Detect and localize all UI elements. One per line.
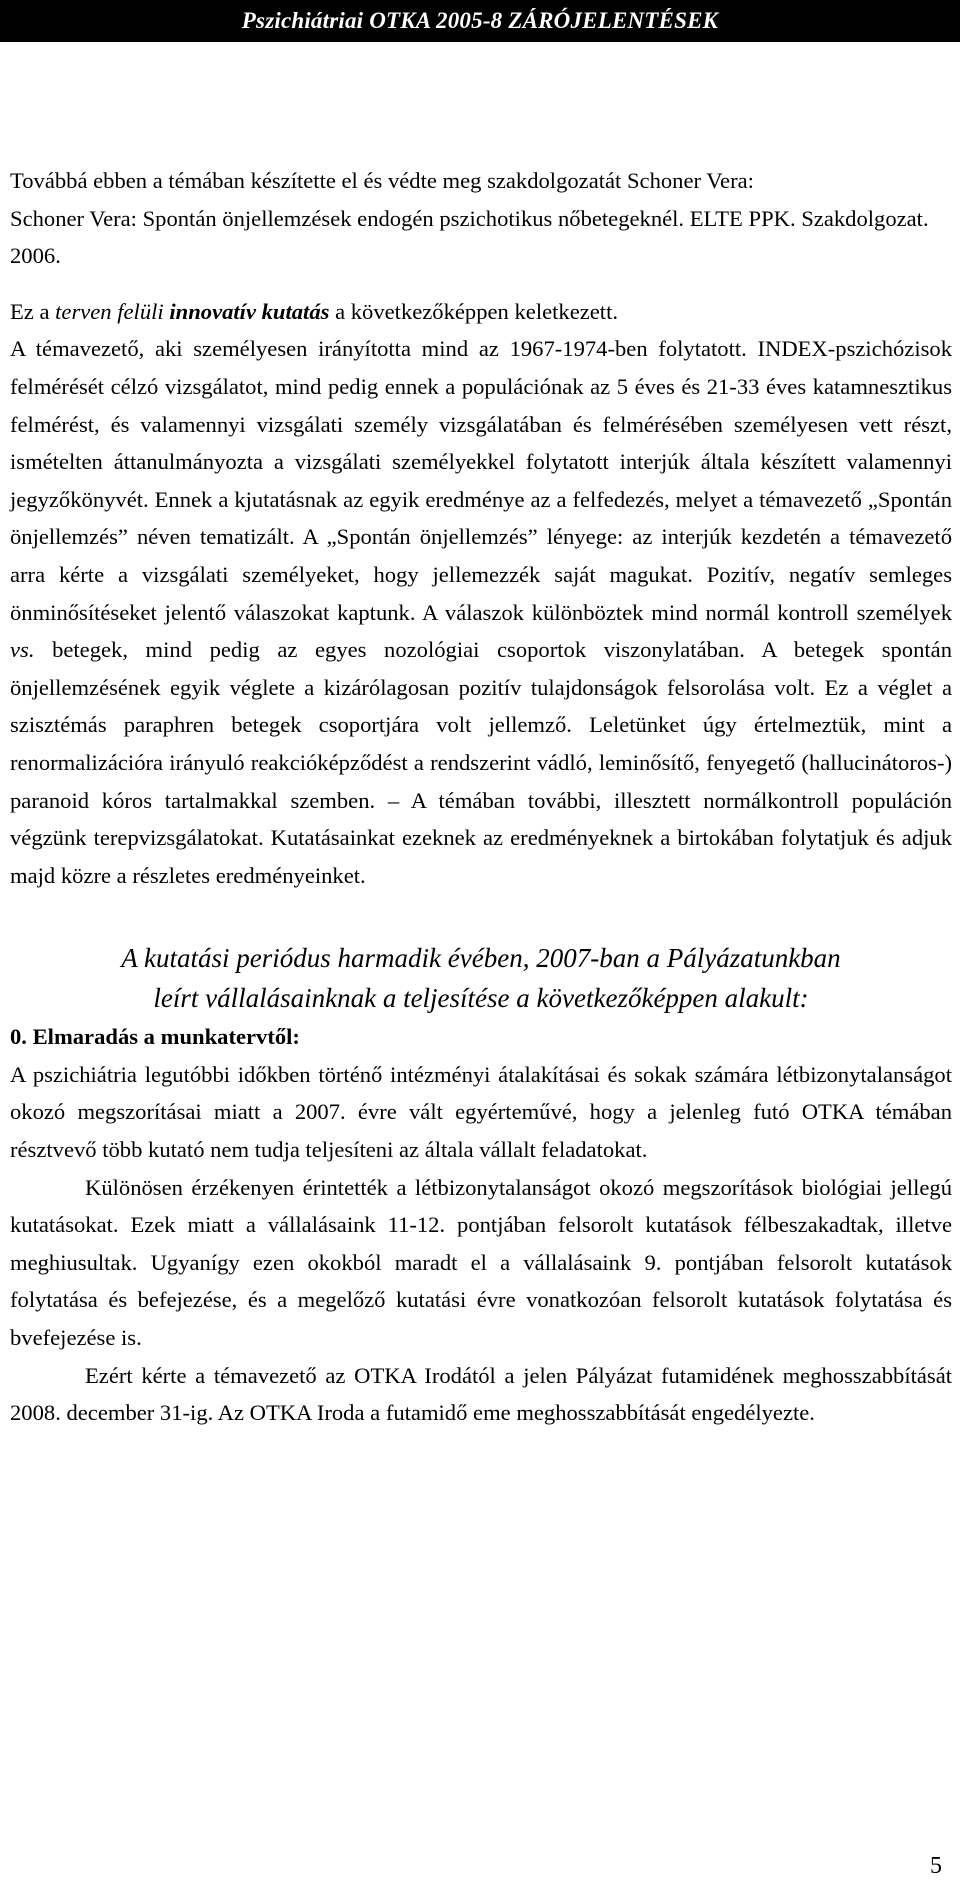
innovation-body-vs: vs. [10,637,35,663]
delay-paragraph-1: A pszichiátria legutóbbi időkben történő intézményi átalakításai és sokak számára létbizonytalanságot okozó megszorításai miatt a 2007. évre vált egyérteművé, hogy a jelenleg futó OTKA témában résztvevő több kutató nem tudja teljesíteni az általa vállalt feladatokat. [10,1061,952,1163]
section-title-line1: A kutatási periódus harmadik évében, 2007-ban a Pályázatunkban [121,943,841,974]
innovation-intro [10,293,952,331]
section-title-line2: leírt vállalásainknak a teljesítése a következőképpen alakult: [153,983,809,1014]
page-content [10,162,952,1432]
innovation-body [10,330,952,894]
innovation-body-part2: betegek, mind pedig az egyes nozológiai csoportok viszonylatában. A betegek spontán önjellemzésének egyik véglete a kizárólagosan pozitív tulajdonságok felsorolása volt. Ez a véglet a szisztémás paraphren betegek csoportjára volt jellemző. Leletünket úgy értelmeztük, mint a renormalizációra irányuló reakcióképződést a rendszerint vádló, leminősítő, fenyegető (hallucinátoros-) paranoid kóros tartalmakkal szemben. – A témában további, illesztett normálkontroll populáción végzünk terepvizsgálatokat. Kutatásainkat ezeknek az eredményeknek a birtokában folytatjuk és adjuk majd közre a részletes eredményeinket. [10,637,952,888]
delay-paragraph-2: Különösen érzékenyen érintették a létbizonytalanságot okozó megszorítások biológiai jellegú kutatásokat. Ezek miatt a vállalásaink 11-12. pontjában felsorolt kutatások félbeszakadtak, illetve meghiusultak. Ugyanígy ezen okokból maradt el a vállalásaink 9. pontjában felsorolt kutatások folytatása és befejezése, és a megelőző kutatási évre vonatkozóan felsorolt kutatások folytatása és bvefejezése is. [10,1174,952,1351]
innovation-body-part1: A témavezető, aki személyesen irányította mind az 1967-1974-ben folytatott. INDEX-pszichózisok felmérését célzó vizsgálatot, mind pedig ennek a populációnak az 5 éves és 21-33 éves katamnesztikus felmérést, és valamennyi vizsgálati személy vizsgálatában és felmérésében személyesen vett részt, ismételten áttanulmányozta a vizsgálati személyekkel folytatott interjúk általa készített valamennyi jegyzőkönyvét. Ennek a kjutatásnak az egyik eredménye az a felfedezés, melyet a témavezető „Spontán önjellemzés” néven tematizált. A „Spontán önjellemzés” lényege: az interjúk kezdetén a témavezető arra kérte a vizsgálati személyeket, hogy jellemezzék saját magukat. Pozitív, negatív semleges önminősítéseket jelentő válaszokat kaptunk. A válaszok különböztek mind normál kontroll személyek [10,336,952,625]
section-title [10,938,952,1018]
innovation-intro-italic: terven felüli [55,298,164,324]
page-number: 5 [930,1853,942,1879]
innovation-intro-text: Ez a [10,298,56,324]
section-heading: 0. Elmaradás a munkatervtől: [10,1024,300,1050]
delay-paragraph-3: Ezért kérte a témavezető az OTKA Irodától a jelen Pályázat futamidének meghosszabbítását 2008. december 31-ig. Az OTKA Iroda a futamidő eme meghosszabbítását engedélyezte. [10,1362,952,1426]
innovation-intro-end: a következőképpen keletkezett. [329,298,618,324]
thesis-citation: Schoner Vera: Spontán önjellemzések endogén pszichotikus nőbetegeknél. ELTE PPK. Szakdolgozat. 2006. [10,205,929,269]
thesis-intro: Továbbá ebben a témában készítette el és védte meg szakdolgozatát Schoner Vera: [10,168,754,193]
header-title: Pszichiátriai OTKA 2005-8 ZÁRÓJELENTÉSEK [241,8,719,33]
innovation-intro-bold: innovatív kutatás [169,298,330,324]
running-header [0,0,960,42]
